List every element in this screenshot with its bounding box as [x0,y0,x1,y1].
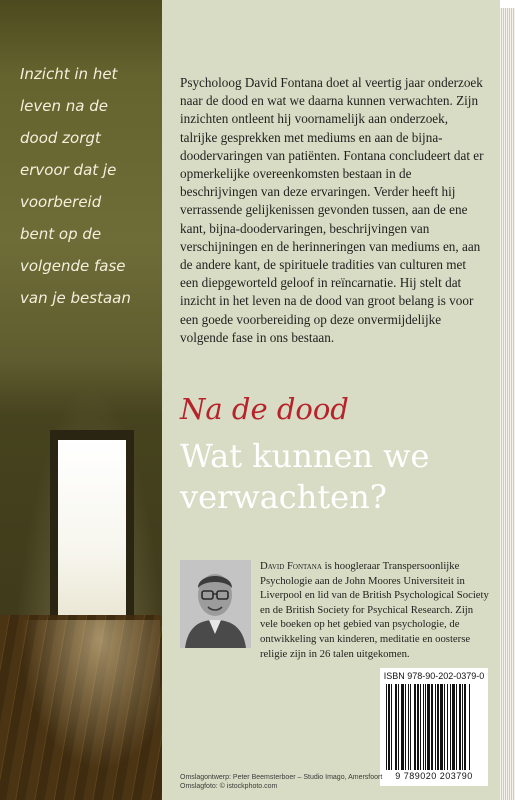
author-bio-text: is hoogleraar Transpersoonlijke Psychologie aan de John Moores Universiteit in Liverpool en lid van de British Psychological Society en de British Society for Psychical Research. Zijn vele boeken op het gebied van psychologie, de ontwikkeling van kinderen, meditatie en oosterse religie zijn in 26 talen uitgekomen. [260,560,489,660]
barcode-bars [386,684,482,770]
doorway-photo [0,0,162,800]
author-bio [260,559,490,661]
page-edges [500,8,515,800]
photo-credit: Omslagfoto: © istockphoto.com [180,783,278,790]
isbn-barcode [380,668,488,786]
quote-line: ervoor dat je [20,161,117,179]
book-blurb: Psycholoog David Fontana doet al veertig jaar onderzoek naar de dood en wat we daarna kunnen verwachten. Zijn inzichten ontleent hij voornamelijk aan onderzoek, talrijke gesprekken met mediums en aan de bijna-doodervaringen van patiënten. Fontana concludeert dat er opmerkelijke overeenkomsten bestaan in de beschrijvingen van deze ervaringen. Verder heeft hij verrassende gelijkenissen gevonden tussen, aan de ene kant, bijna-doodervaringen, beschrijvingen van verschijningen en de herinneringen van mediums en, aan de andere kant, de spirituele tradities van culturen met een diepgeworteld geloof in reïncarnatie. Hij stelt dat inzicht in het leven na de dood van groot belang is voor een goede voorbereiding op deze onvermijdelijke volgende fase in ons bestaan. [180,75,484,345]
open-doorway [58,440,126,626]
barcode-digits: 9 789020 203790 [395,771,473,781]
isbn-number: ISBN 978-90-202-0379-0 [383,671,485,681]
cover-credits [180,773,382,791]
author-portrait [180,560,251,648]
quote-line: dood zorgt [20,129,101,147]
quote-line: volgende fase [20,257,126,275]
author-name: David Fontana [260,560,322,572]
design-credit: Omslagontwerp: Peter Beemsterboer – Studio Imago, Amersfoort [180,774,383,781]
floor-light [20,620,160,770]
quote-line: voorbereid [20,193,102,211]
quote-line: van je bestaan [20,289,131,307]
book-title: Na de dood [180,392,349,426]
pull-quote [20,58,160,314]
quote-line: bent op de [20,225,102,243]
quote-line: leven na de [20,97,108,115]
quote-line: Inzicht in het [20,65,118,83]
book-subtitle: Wat kunnen we verwachten? [180,437,430,516]
